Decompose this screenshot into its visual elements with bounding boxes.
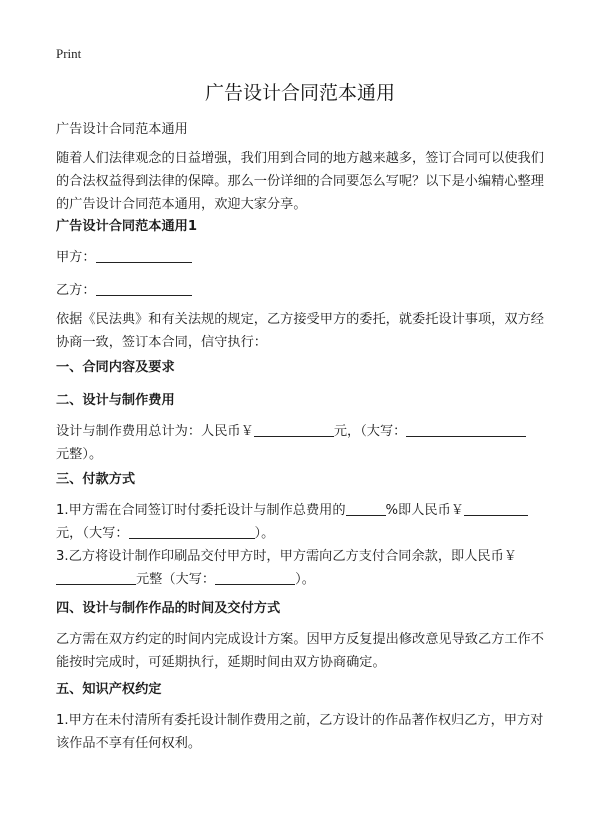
heading-payment: 三、付款方式 bbox=[56, 472, 136, 487]
fee-uppercase-blank bbox=[406, 422, 526, 437]
pay2-text-c: ）。 bbox=[295, 572, 315, 587]
heading-contract-content: 一、合同内容及要求 bbox=[56, 360, 175, 375]
pay1-text-d: ）。 bbox=[254, 526, 275, 541]
intro-paragraph: 随着人们法律观念的日益增强，我们用到合同的地方越来越多，签订合同可以使我们的合法权益得到法律的保障。那么一份详细的合同要怎么写呢？以下是小编精心整理的广告设计合同范本通用，欢迎大家分享。 bbox=[56, 151, 544, 212]
pay1-percent-blank bbox=[346, 501, 386, 516]
document-title: 广告设计合同范本通用 bbox=[204, 82, 395, 104]
delivery-paragraph: 乙方需在双方约定的时间内完成设计方案。因甲方反复提出修改意见导致乙方工作不能按时完成时，可延期执行，延期时间由双方协商确定。 bbox=[56, 632, 544, 670]
print-link[interactable]: Print bbox=[56, 46, 82, 61]
payment-item-2 bbox=[56, 545, 546, 591]
fee-amount-blank bbox=[254, 422, 334, 437]
pay2-uppercase-blank bbox=[215, 570, 295, 585]
party-b-label: 乙方： bbox=[56, 283, 96, 298]
preamble-paragraph: 依据《民法典》和有关法规的规定，乙方接受甲方的委托，就委托设计事项，双方经协商一致，签订本合同，信守执行： bbox=[56, 312, 544, 350]
party-a-blank bbox=[96, 248, 192, 263]
pay2-text-a: 3.乙方将设计制作印刷品交付甲方时，甲方需向乙方支付合同余款，即人民币￥ bbox=[56, 549, 517, 564]
fee-text-c: 元整）。 bbox=[56, 447, 103, 462]
pay1-text-a: 1.甲方需在合同签订时付委托设计与制作总费用的 bbox=[56, 503, 346, 518]
party-a-line bbox=[56, 246, 546, 269]
party-a-label: 甲方： bbox=[56, 250, 96, 265]
document-subtitle: 广告设计合同范本通用 bbox=[56, 122, 188, 137]
fee-paragraph bbox=[56, 420, 546, 466]
payment-item-1 bbox=[56, 499, 546, 545]
fee-text-b: 元，（大写： bbox=[333, 424, 407, 439]
party-b-blank bbox=[96, 281, 192, 296]
pay1-text-c: 元，（大写： bbox=[56, 526, 129, 541]
heading-ip: 五、知识产权约定 bbox=[56, 682, 162, 697]
pay1-text-b: %即人民币￥ bbox=[385, 503, 464, 518]
pay1-uppercase-blank bbox=[129, 524, 255, 539]
ip-paragraph-1: 1.甲方在未付清所有委托设计制作费用之前，乙方设计的作品著作权归乙方，甲方对该作品不享有任何权利。 bbox=[56, 713, 544, 751]
heading-delivery: 四、设计与制作作品的时间及交付方式 bbox=[56, 601, 281, 616]
pay1-amount-blank bbox=[464, 501, 528, 516]
party-b-line bbox=[56, 279, 546, 302]
heading-design-fee: 二、设计与制作费用 bbox=[56, 393, 175, 408]
pay2-amount-blank bbox=[56, 570, 136, 585]
pay2-text-b: 元整（大写： bbox=[136, 572, 216, 587]
fee-text-a: 设计与制作费用总计为：人民币￥ bbox=[56, 424, 254, 439]
section-1-title: 广告设计合同范本通用1 bbox=[56, 219, 198, 234]
